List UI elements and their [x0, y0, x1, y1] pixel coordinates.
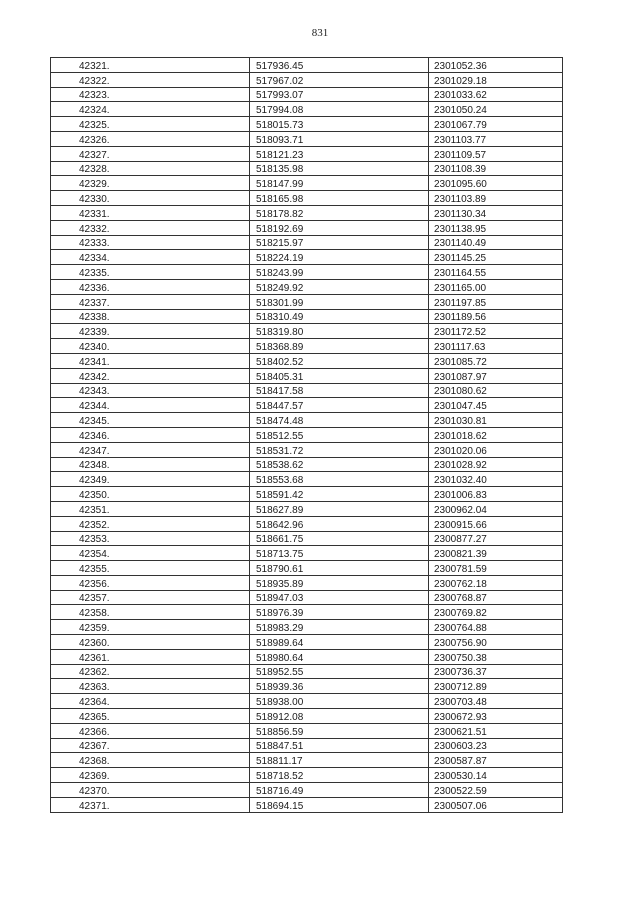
x-coordinate-cell: 518319.80	[250, 324, 429, 339]
y-coordinate-cell: 2301020.06	[429, 442, 563, 457]
x-coordinate-cell: 518215.97	[250, 235, 429, 250]
x-coordinate-cell: 518847.51	[250, 738, 429, 753]
point-id-cell: 42344.	[51, 398, 250, 413]
table-row	[51, 324, 563, 339]
table-row	[51, 797, 563, 812]
table-row	[51, 279, 563, 294]
x-coordinate-cell: 518713.75	[250, 546, 429, 561]
y-coordinate-cell: 2301095.60	[429, 176, 563, 191]
y-coordinate-cell: 2301165.00	[429, 279, 563, 294]
point-id-cell: 42326.	[51, 131, 250, 146]
y-coordinate-cell: 2300762.18	[429, 575, 563, 590]
point-id-cell: 42343.	[51, 383, 250, 398]
table-row	[51, 723, 563, 738]
table-row	[51, 235, 563, 250]
table-row	[51, 694, 563, 709]
point-id-cell: 42359.	[51, 620, 250, 635]
y-coordinate-cell: 2300522.59	[429, 783, 563, 798]
x-coordinate-cell: 518301.99	[250, 294, 429, 309]
table-row	[51, 561, 563, 576]
y-coordinate-cell: 2300781.59	[429, 561, 563, 576]
point-id-cell: 42328.	[51, 161, 250, 176]
y-coordinate-cell: 2300621.51	[429, 723, 563, 738]
table-row	[51, 575, 563, 590]
y-coordinate-cell: 2301033.62	[429, 87, 563, 102]
y-coordinate-cell: 2300768.87	[429, 590, 563, 605]
x-coordinate-cell: 518512.55	[250, 427, 429, 442]
y-coordinate-cell: 2301103.89	[429, 191, 563, 206]
x-coordinate-cell: 518642.96	[250, 516, 429, 531]
x-coordinate-cell: 518165.98	[250, 191, 429, 206]
x-coordinate-cell: 517936.45	[250, 58, 429, 73]
y-coordinate-cell: 2301032.40	[429, 472, 563, 487]
point-id-cell: 42369.	[51, 768, 250, 783]
point-id-cell: 42330.	[51, 191, 250, 206]
table-row	[51, 205, 563, 220]
point-id-cell: 42337.	[51, 294, 250, 309]
table-row	[51, 679, 563, 694]
table-row	[51, 487, 563, 502]
y-coordinate-cell: 2301117.63	[429, 339, 563, 354]
table-row	[51, 250, 563, 265]
table-row	[51, 472, 563, 487]
point-id-cell: 42368.	[51, 753, 250, 768]
table-row	[51, 191, 563, 206]
point-id-cell: 42329.	[51, 176, 250, 191]
y-coordinate-cell: 2301085.72	[429, 353, 563, 368]
table-row	[51, 398, 563, 413]
y-coordinate-cell: 2301067.79	[429, 117, 563, 132]
x-coordinate-cell: 518121.23	[250, 146, 429, 161]
x-coordinate-cell: 518135.98	[250, 161, 429, 176]
point-id-cell: 42341.	[51, 353, 250, 368]
table-row	[51, 265, 563, 280]
y-coordinate-cell: 2300530.14	[429, 768, 563, 783]
point-id-cell: 42360.	[51, 635, 250, 650]
point-id-cell: 42361.	[51, 649, 250, 664]
table-row	[51, 353, 563, 368]
point-id-cell: 42357.	[51, 590, 250, 605]
point-id-cell: 42367.	[51, 738, 250, 753]
point-id-cell: 42331.	[51, 205, 250, 220]
point-id-cell: 42324.	[51, 102, 250, 117]
table-row	[51, 339, 563, 354]
point-id-cell: 42348.	[51, 457, 250, 472]
x-coordinate-cell: 518538.62	[250, 457, 429, 472]
table-row	[51, 590, 563, 605]
y-coordinate-cell: 2300736.37	[429, 664, 563, 679]
x-coordinate-cell: 517994.08	[250, 102, 429, 117]
x-coordinate-cell: 518938.00	[250, 694, 429, 709]
x-coordinate-cell: 518405.31	[250, 368, 429, 383]
y-coordinate-cell: 2301164.55	[429, 265, 563, 280]
x-coordinate-cell: 518015.73	[250, 117, 429, 132]
point-id-cell: 42365.	[51, 709, 250, 724]
page-number: 831	[311, 27, 329, 39]
y-coordinate-cell: 2300672.93	[429, 709, 563, 724]
table-row	[51, 58, 563, 73]
point-id-cell: 42364.	[51, 694, 250, 709]
y-coordinate-cell: 2301145.25	[429, 250, 563, 265]
point-id-cell: 42366.	[51, 723, 250, 738]
point-id-cell: 42371.	[51, 797, 250, 812]
table-row	[51, 442, 563, 457]
x-coordinate-cell: 518243.99	[250, 265, 429, 280]
table-row	[51, 161, 563, 176]
point-id-cell: 42342.	[51, 368, 250, 383]
x-coordinate-cell: 518474.48	[250, 413, 429, 428]
y-coordinate-cell: 2301050.24	[429, 102, 563, 117]
y-coordinate-cell: 2301189.56	[429, 309, 563, 324]
point-id-cell: 42354.	[51, 546, 250, 561]
y-coordinate-cell: 2300703.48	[429, 694, 563, 709]
x-coordinate-cell: 517993.07	[250, 87, 429, 102]
y-coordinate-cell: 2301108.39	[429, 161, 563, 176]
table-row	[51, 117, 563, 132]
point-id-cell: 42353.	[51, 531, 250, 546]
x-coordinate-cell: 518192.69	[250, 220, 429, 235]
x-coordinate-cell: 518310.49	[250, 309, 429, 324]
table-row	[51, 72, 563, 87]
table-row	[51, 427, 563, 442]
y-coordinate-cell: 2301047.45	[429, 398, 563, 413]
y-coordinate-cell: 2300877.27	[429, 531, 563, 546]
table-row	[51, 457, 563, 472]
x-coordinate-cell: 518178.82	[250, 205, 429, 220]
x-coordinate-cell: 517967.02	[250, 72, 429, 87]
x-coordinate-cell: 518952.55	[250, 664, 429, 679]
point-id-cell: 42347.	[51, 442, 250, 457]
x-coordinate-cell: 518224.19	[250, 250, 429, 265]
y-coordinate-cell: 2301172.52	[429, 324, 563, 339]
table-row	[51, 309, 563, 324]
table-row	[51, 753, 563, 768]
x-coordinate-cell: 518935.89	[250, 575, 429, 590]
x-coordinate-cell: 518912.08	[250, 709, 429, 724]
y-coordinate-cell: 2300750.38	[429, 649, 563, 664]
x-coordinate-cell: 518553.68	[250, 472, 429, 487]
point-id-cell: 42334.	[51, 250, 250, 265]
table-row	[51, 546, 563, 561]
y-coordinate-cell: 2300587.87	[429, 753, 563, 768]
x-coordinate-cell: 518716.49	[250, 783, 429, 798]
table-row	[51, 531, 563, 546]
x-coordinate-cell: 518976.39	[250, 605, 429, 620]
point-id-cell: 42338.	[51, 309, 250, 324]
point-id-cell: 42358.	[51, 605, 250, 620]
x-coordinate-cell: 518718.52	[250, 768, 429, 783]
coordinates-table-body	[51, 58, 563, 813]
point-id-cell: 42362.	[51, 664, 250, 679]
x-coordinate-cell: 518093.71	[250, 131, 429, 146]
x-coordinate-cell: 518249.92	[250, 279, 429, 294]
point-id-cell: 42340.	[51, 339, 250, 354]
x-coordinate-cell: 518983.29	[250, 620, 429, 635]
x-coordinate-cell: 518947.03	[250, 590, 429, 605]
x-coordinate-cell: 518531.72	[250, 442, 429, 457]
point-id-cell: 42323.	[51, 87, 250, 102]
x-coordinate-cell: 518811.17	[250, 753, 429, 768]
x-coordinate-cell: 518368.89	[250, 339, 429, 354]
y-coordinate-cell: 2301140.49	[429, 235, 563, 250]
y-coordinate-cell: 2301030.81	[429, 413, 563, 428]
table-row	[51, 294, 563, 309]
table-row	[51, 620, 563, 635]
x-coordinate-cell: 518790.61	[250, 561, 429, 576]
coordinates-table	[50, 57, 563, 813]
y-coordinate-cell: 2301130.34	[429, 205, 563, 220]
y-coordinate-cell: 2300756.90	[429, 635, 563, 650]
y-coordinate-cell: 2301029.18	[429, 72, 563, 87]
y-coordinate-cell: 2300764.88	[429, 620, 563, 635]
y-coordinate-cell: 2300603.23	[429, 738, 563, 753]
point-id-cell: 42349.	[51, 472, 250, 487]
point-id-cell: 42355.	[51, 561, 250, 576]
y-coordinate-cell: 2300821.39	[429, 546, 563, 561]
table-row	[51, 146, 563, 161]
table-row	[51, 783, 563, 798]
y-coordinate-cell: 2301028.92	[429, 457, 563, 472]
y-coordinate-cell: 2301138.95	[429, 220, 563, 235]
table-row	[51, 368, 563, 383]
y-coordinate-cell: 2301018.62	[429, 427, 563, 442]
y-coordinate-cell: 2301080.62	[429, 383, 563, 398]
point-id-cell: 42350.	[51, 487, 250, 502]
table-row	[51, 87, 563, 102]
table-row	[51, 709, 563, 724]
table-row	[51, 102, 563, 117]
y-coordinate-cell: 2300769.82	[429, 605, 563, 620]
point-id-cell: 42339.	[51, 324, 250, 339]
y-coordinate-cell: 2300962.04	[429, 501, 563, 516]
x-coordinate-cell: 518856.59	[250, 723, 429, 738]
point-id-cell: 42352.	[51, 516, 250, 531]
table-row	[51, 131, 563, 146]
x-coordinate-cell: 518980.64	[250, 649, 429, 664]
x-coordinate-cell: 518147.99	[250, 176, 429, 191]
point-id-cell: 42332.	[51, 220, 250, 235]
x-coordinate-cell: 518627.89	[250, 501, 429, 516]
table-row	[51, 516, 563, 531]
x-coordinate-cell: 518417.58	[250, 383, 429, 398]
table-row	[51, 605, 563, 620]
point-id-cell: 42363.	[51, 679, 250, 694]
x-coordinate-cell: 518694.15	[250, 797, 429, 812]
x-coordinate-cell: 518661.75	[250, 531, 429, 546]
table-row	[51, 664, 563, 679]
table-row	[51, 738, 563, 753]
point-id-cell: 42346.	[51, 427, 250, 442]
y-coordinate-cell: 2301109.57	[429, 146, 563, 161]
table-row	[51, 220, 563, 235]
point-id-cell: 42370.	[51, 783, 250, 798]
point-id-cell: 42333.	[51, 235, 250, 250]
x-coordinate-cell: 518591.42	[250, 487, 429, 502]
x-coordinate-cell: 518939.36	[250, 679, 429, 694]
x-coordinate-cell: 518402.52	[250, 353, 429, 368]
y-coordinate-cell: 2300712.89	[429, 679, 563, 694]
table-row	[51, 635, 563, 650]
x-coordinate-cell: 518447.57	[250, 398, 429, 413]
point-id-cell: 42345.	[51, 413, 250, 428]
point-id-cell: 42351.	[51, 501, 250, 516]
point-id-cell: 42325.	[51, 117, 250, 132]
y-coordinate-cell: 2300507.06	[429, 797, 563, 812]
y-coordinate-cell: 2301087.97	[429, 368, 563, 383]
table-row	[51, 413, 563, 428]
point-id-cell: 42335.	[51, 265, 250, 280]
table-row	[51, 176, 563, 191]
point-id-cell: 42336.	[51, 279, 250, 294]
table-row	[51, 649, 563, 664]
y-coordinate-cell: 2301052.36	[429, 58, 563, 73]
table-row	[51, 768, 563, 783]
table-row	[51, 501, 563, 516]
point-id-cell: 42327.	[51, 146, 250, 161]
y-coordinate-cell: 2301006.83	[429, 487, 563, 502]
point-id-cell: 42322.	[51, 72, 250, 87]
x-coordinate-cell: 518989.64	[250, 635, 429, 650]
table-row	[51, 383, 563, 398]
y-coordinate-cell: 2300915.66	[429, 516, 563, 531]
point-id-cell: 42321.	[51, 58, 250, 73]
point-id-cell: 42356.	[51, 575, 250, 590]
y-coordinate-cell: 2301197.85	[429, 294, 563, 309]
y-coordinate-cell: 2301103.77	[429, 131, 563, 146]
